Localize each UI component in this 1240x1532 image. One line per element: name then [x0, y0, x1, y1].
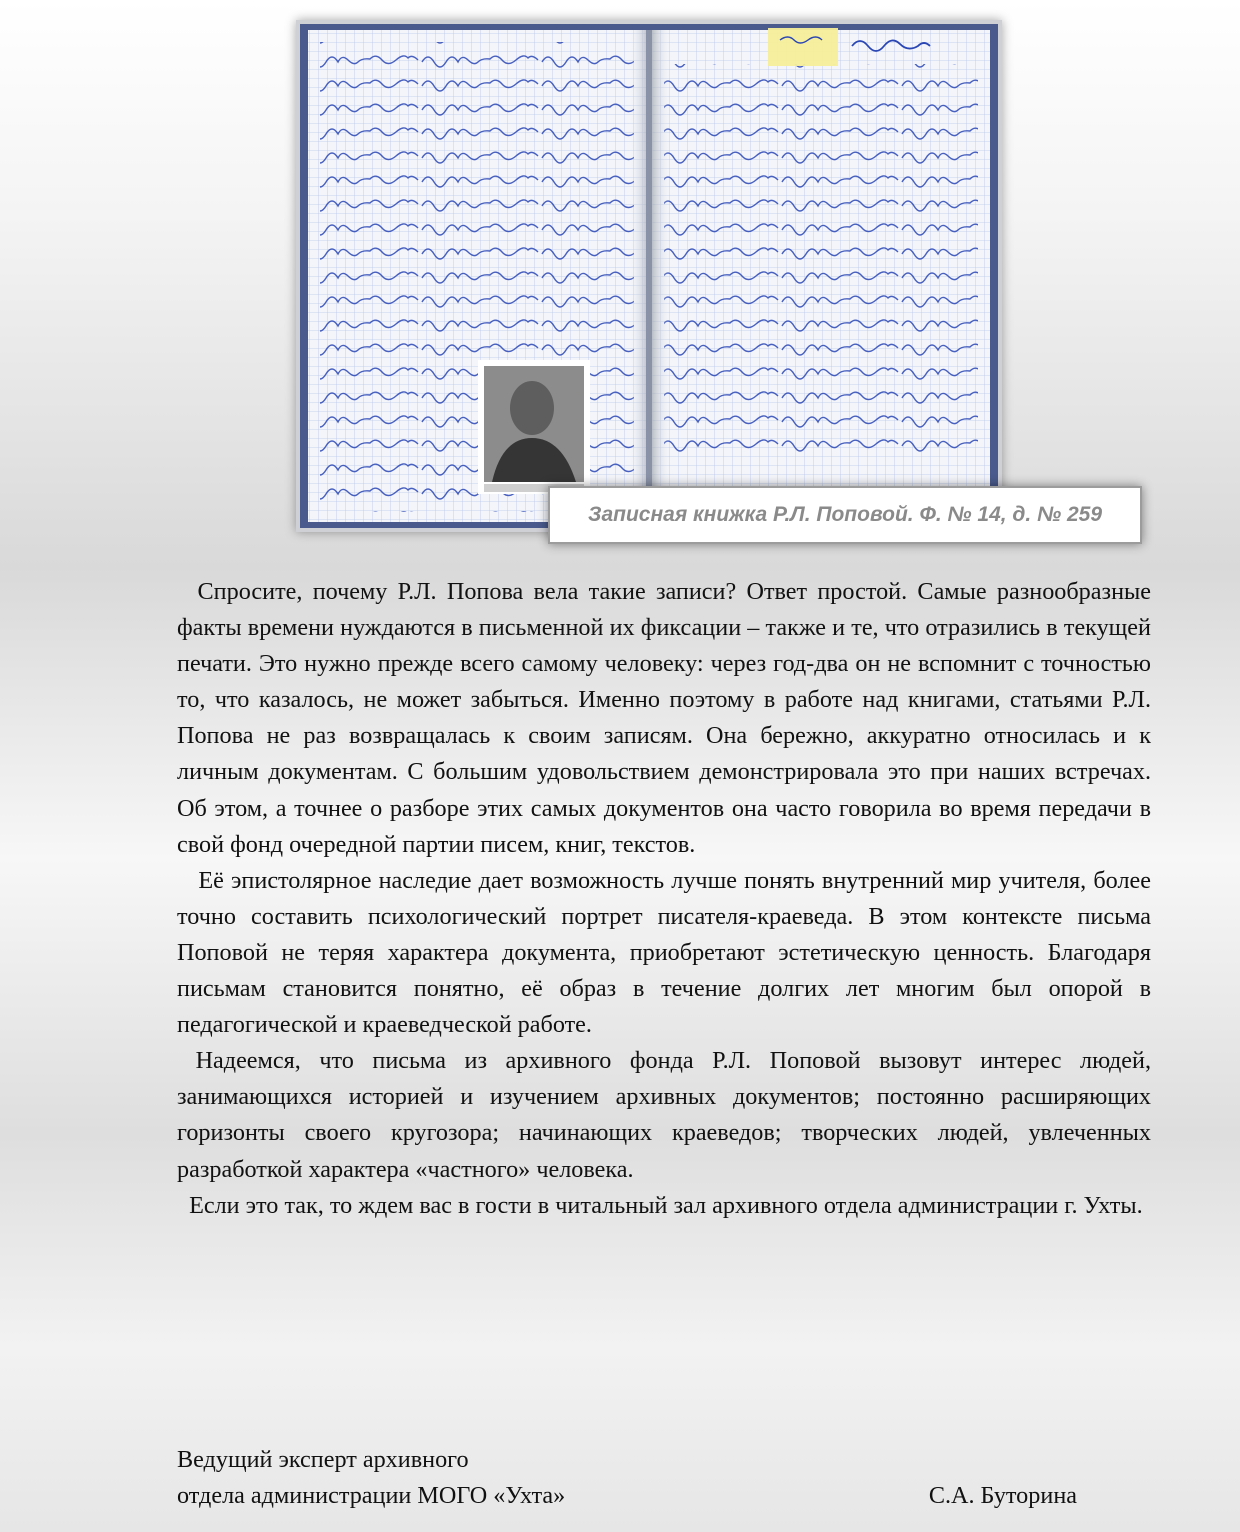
- body-text: [177, 574, 1151, 1224]
- paragraph: Если это так, то ждем вас в гости в читальный зал архивного отдела администрации г. Ухты.: [177, 1191, 1143, 1219]
- signature-line: [177, 1478, 1151, 1514]
- signature-department: отдела администрации МОГО «Ухта»: [177, 1482, 566, 1509]
- notebook-photo: [296, 20, 1002, 532]
- paragraph: Её эпистолярное наследие дает возможность лучше понять внутренний мир учителя, более точно составить психологический портрет писателя-краеведа. В этом контексте письма Поповой не теряя характера документа, приобретают эстетическую ценность. Благодаря письмам становится понятно, её образ в течение долгих лет многим был опорой в педагогической и краеведческой работе.: [177, 866, 1151, 1039]
- signature-name: С.А. Буторина: [928, 1482, 1077, 1509]
- paragraph: Спросите, почему Р.Л. Попова вела такие записи? Ответ простой. Самые разнообразные факты времени нуждаются в письменной их фиксации – также и те, что отразились в текущей печати. Это нужно прежде всего самому человеку: через год-два он не вспомнит с точностью то, что казалось, не может забыться. Именно поэтому в работе над книгами, статьями Р.Л. Попова не раз возвращалась к своим записям. Она бережно, аккуратно относилась и к личным документам. С большим удовольствием демонстрировала это при наших встречах. Об этом, а точнее о разборе этих самых документов она часто говорила во время передачи в свой фонд очередной партии писем, книг, текстов.: [177, 578, 1151, 858]
- image-caption: Записная книжка Р.Л. Поповой. Ф. № 14, д. № 259: [548, 486, 1142, 544]
- notebook-image: [300, 24, 998, 528]
- signature-block: [177, 1442, 1151, 1514]
- signature-position: Ведущий эксперт архивного: [177, 1446, 469, 1473]
- paragraph: Надеемся, что письма из архивного фонда Р.Л. Поповой вызовут интерес людей, занимающихся историей и изучением архивных документов; постоянно расширяющих горизонты своего кругозора; начинающих краеведов; творческих людей, увлеченных разработкой характера «частного» человека.: [177, 1047, 1151, 1183]
